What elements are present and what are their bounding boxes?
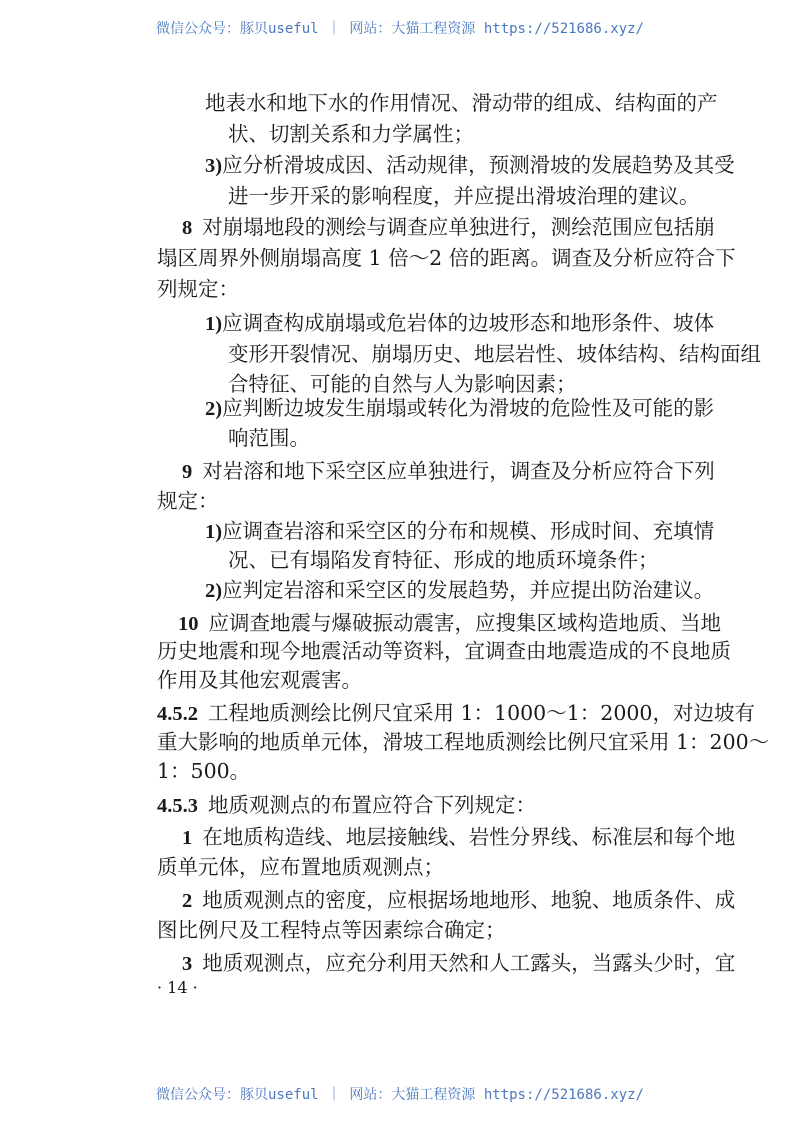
item-number: 1) bbox=[205, 313, 223, 335]
item-number: 8 bbox=[182, 217, 193, 239]
text-line bbox=[182, 214, 715, 241]
line-text: 质单元体，应布置地质观测点； bbox=[157, 855, 444, 879]
line-text: 对岩溶和地下采空区应单独进行，调查及分析应符合下列 bbox=[202, 459, 715, 483]
item-number: 10 bbox=[178, 613, 199, 635]
text-line bbox=[182, 458, 715, 485]
text-line bbox=[157, 276, 239, 302]
line-text: 塌区周界外侧崩塌高度 1 倍～2 倍的距离。调查及分析应符合下 bbox=[157, 246, 736, 270]
item-number: 2 bbox=[182, 890, 193, 912]
item-number: 9 bbox=[182, 461, 193, 483]
line-text: 地质观测点，应充分利用天然和人工露头，当露头少时，宜 bbox=[202, 951, 736, 975]
line-text: 况、已有塌陷发育特征、形成的地质环境条件； bbox=[228, 548, 659, 572]
page-number: · 14 · bbox=[157, 978, 198, 997]
line-text: 地质观测点的布置应符合下列规定： bbox=[208, 793, 536, 817]
line-text: 历史地震和现今地震活动等资料，宜调查由地震造成的不良地质 bbox=[157, 639, 731, 663]
line-text: 应判断边坡发生崩塌或转化为滑坡的危险性及可能的影 bbox=[222, 396, 715, 420]
text-line bbox=[157, 729, 770, 755]
line-text: 1：500。 bbox=[157, 759, 251, 783]
text-line bbox=[182, 950, 736, 977]
watermark-bottom: 微信公众号：豚贝useful ｜ 网站：大猫工程资源 https://521686.xyz/ bbox=[155, 1087, 644, 1103]
text-line bbox=[182, 824, 736, 851]
text-line bbox=[182, 887, 736, 914]
text-line bbox=[157, 854, 444, 880]
text-line bbox=[228, 425, 310, 451]
line-text: 在地质构造线、地层接触线、岩性分界线、标准层和每个地 bbox=[202, 825, 736, 849]
text-line bbox=[205, 152, 735, 179]
item-number: 3 bbox=[182, 953, 193, 975]
text-line bbox=[157, 792, 536, 819]
line-text: 地表水和地下水的作用情况、滑动带的组成、结构面的产 bbox=[205, 91, 718, 115]
item-number: 2) bbox=[205, 580, 223, 602]
text-line bbox=[157, 638, 731, 664]
item-number: 3) bbox=[205, 155, 223, 177]
text-line bbox=[228, 183, 700, 209]
text-line bbox=[205, 518, 715, 545]
text-line bbox=[157, 700, 755, 727]
line-text: 变形开裂情况、崩塌历史、地层岩性、坡体结构、结构面组 bbox=[228, 342, 761, 366]
text-line bbox=[157, 488, 219, 514]
text-line bbox=[205, 310, 715, 337]
line-text: 状、切割关系和力学属性； bbox=[228, 122, 474, 146]
line-text: 地质观测点的密度，应根据场地地形、地貌、地质条件、成 bbox=[202, 888, 736, 912]
text-line bbox=[228, 547, 659, 573]
line-text: 列规定： bbox=[157, 277, 239, 301]
item-number: 4.5.2 bbox=[157, 703, 198, 725]
line-text: 应调查岩溶和采空区的分布和规模、形成时间、充填情 bbox=[222, 519, 715, 543]
line-text: 规定： bbox=[157, 489, 219, 513]
text-line bbox=[157, 758, 250, 784]
text-line bbox=[205, 90, 718, 116]
line-text: 对崩塌地段的测绘与调查应单独进行，测绘范围应包括崩 bbox=[202, 215, 715, 239]
line-text: 应分析滑坡成因、活动规律，预测滑坡的发展趋势及其受 bbox=[222, 153, 735, 177]
text-line bbox=[178, 610, 721, 637]
line-text: 应调查地震与爆破振动震害，应搜集区域构造地质、当地 bbox=[208, 611, 721, 635]
line-text: 响范围。 bbox=[228, 426, 310, 450]
item-number: 1 bbox=[182, 827, 193, 849]
text-line bbox=[228, 121, 474, 147]
text-line bbox=[205, 395, 715, 422]
line-text: 进一步开采的影响程度，并应提出滑坡治理的建议。 bbox=[228, 184, 700, 208]
item-number: 1) bbox=[205, 521, 223, 543]
text-line bbox=[157, 667, 362, 693]
line-text: 作用及其他宏观震害。 bbox=[157, 668, 362, 692]
line-text: 重大影响的地质单元体，滑坡工程地质测绘比例尺宜采用 1：200～ bbox=[157, 730, 770, 754]
text-line bbox=[228, 371, 577, 397]
text-line bbox=[157, 245, 736, 271]
item-number: 2) bbox=[205, 398, 223, 420]
text-line bbox=[228, 341, 761, 367]
line-text: 合特征、可能的自然与人为影响因素； bbox=[228, 372, 577, 396]
text-line bbox=[157, 917, 506, 943]
item-number: 4.5.3 bbox=[157, 795, 198, 817]
watermark-top: 微信公众号：豚贝useful ｜ 网站：大猫工程资源 https://521686.xyz/ bbox=[155, 21, 644, 37]
line-text: 工程地质测绘比例尺宜采用 1：1000～1：2000，对边坡有 bbox=[208, 701, 755, 725]
line-text: 应判定岩溶和采空区的发展趋势，并应提出防治建议。 bbox=[222, 578, 715, 602]
text-line bbox=[205, 577, 714, 604]
line-text: 应调查构成崩塌或危岩体的边坡形态和地形条件、坡体 bbox=[222, 311, 715, 335]
line-text: 图比例尺及工程特点等因素综合确定； bbox=[157, 918, 506, 942]
